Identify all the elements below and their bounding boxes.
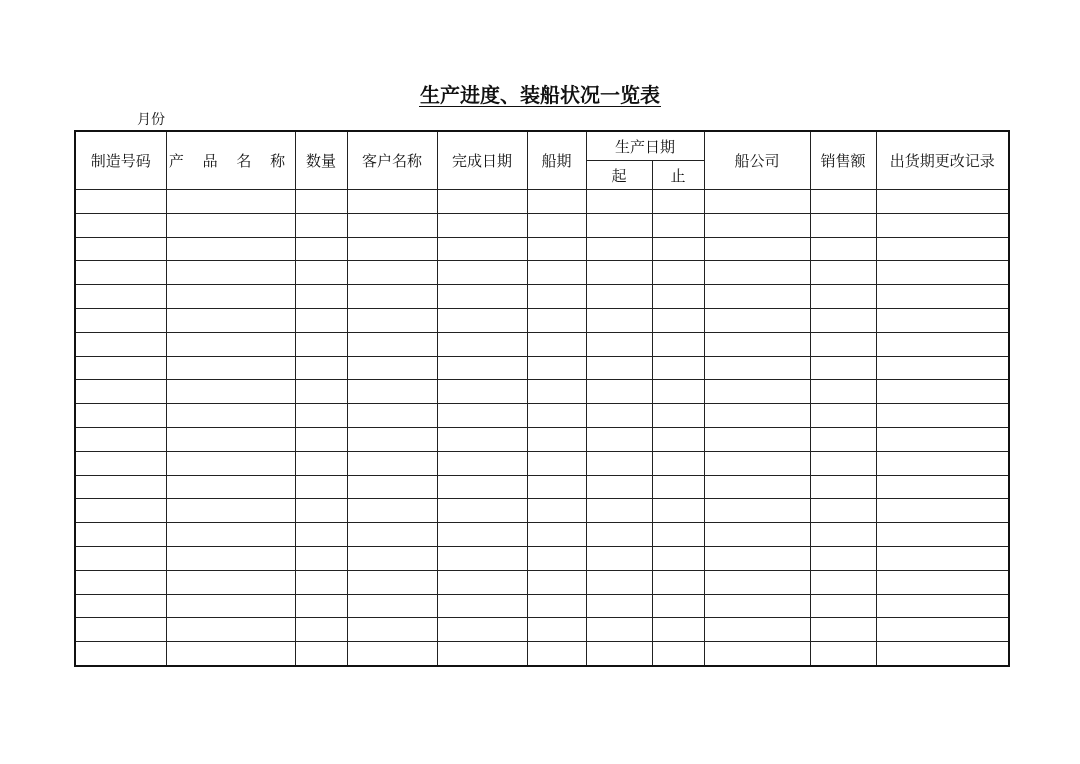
header-ship-date: 船期 — [527, 131, 586, 190]
table-cell[interactable] — [876, 594, 1009, 618]
table-cell[interactable] — [75, 546, 166, 570]
table-cell[interactable] — [810, 332, 876, 356]
table-cell[interactable] — [810, 451, 876, 475]
table-cell[interactable] — [810, 427, 876, 451]
table-cell[interactable] — [876, 237, 1009, 261]
table-cell[interactable] — [295, 404, 347, 428]
table-cell[interactable] — [295, 546, 347, 570]
table-cell[interactable] — [810, 356, 876, 380]
table-cell[interactable] — [347, 523, 437, 547]
table-cell[interactable] — [295, 308, 347, 332]
table-row — [75, 285, 1009, 309]
table-cell[interactable] — [295, 427, 347, 451]
table-cell[interactable] — [704, 523, 810, 547]
table-cell[interactable] — [347, 213, 437, 237]
table-cell[interactable] — [295, 499, 347, 523]
table-cell[interactable] — [810, 570, 876, 594]
table-row — [75, 404, 1009, 428]
table-cell[interactable] — [295, 190, 347, 214]
table-cell[interactable] — [527, 451, 586, 475]
table-cell[interactable] — [437, 356, 527, 380]
table-cell[interactable] — [166, 618, 295, 642]
table-cell[interactable] — [347, 499, 437, 523]
table-cell[interactable] — [347, 427, 437, 451]
table-cell[interactable] — [704, 380, 810, 404]
table-cell[interactable] — [347, 451, 437, 475]
table-cell[interactable] — [704, 475, 810, 499]
table-cell[interactable] — [876, 618, 1009, 642]
header-completion-date: 完成日期 — [437, 131, 527, 190]
table-row — [75, 642, 1009, 666]
table-cell[interactable] — [347, 237, 437, 261]
table-row — [75, 332, 1009, 356]
table-cell[interactable] — [876, 404, 1009, 428]
table-cell[interactable] — [437, 332, 527, 356]
table-cell[interactable] — [652, 618, 704, 642]
table-row — [75, 213, 1009, 237]
table-cell[interactable] — [347, 261, 437, 285]
table-cell[interactable] — [295, 213, 347, 237]
table-cell[interactable] — [652, 213, 704, 237]
table-cell[interactable] — [652, 546, 704, 570]
table-cell[interactable] — [810, 285, 876, 309]
table-cell[interactable] — [166, 237, 295, 261]
table-cell[interactable] — [295, 570, 347, 594]
table-cell[interactable] — [810, 642, 876, 666]
table-cell[interactable] — [166, 356, 295, 380]
table-cell[interactable] — [527, 380, 586, 404]
header-production-end: 止 — [652, 161, 704, 190]
table-cell[interactable] — [704, 642, 810, 666]
table-cell[interactable] — [437, 523, 527, 547]
table-cell[interactable] — [347, 308, 437, 332]
table-cell[interactable] — [586, 546, 652, 570]
table-cell[interactable] — [437, 499, 527, 523]
table-cell[interactable] — [75, 618, 166, 642]
table-row — [75, 499, 1009, 523]
table-cell[interactable] — [166, 332, 295, 356]
table-cell[interactable] — [166, 261, 295, 285]
table-cell[interactable] — [652, 475, 704, 499]
table-cell[interactable] — [75, 237, 166, 261]
table-cell[interactable] — [347, 332, 437, 356]
table-cell[interactable] — [652, 261, 704, 285]
table-cell[interactable] — [704, 618, 810, 642]
table-cell[interactable] — [527, 475, 586, 499]
table-cell[interactable] — [437, 451, 527, 475]
table-row — [75, 570, 1009, 594]
table-cell[interactable] — [75, 642, 166, 666]
table-cell[interactable] — [876, 308, 1009, 332]
production-shipping-table — [74, 130, 1010, 667]
table-cell[interactable] — [166, 594, 295, 618]
month-label: 月份 — [137, 112, 165, 128]
table-cell[interactable] — [437, 190, 527, 214]
table-cell[interactable] — [295, 332, 347, 356]
table-cell[interactable] — [586, 213, 652, 237]
table-row — [75, 546, 1009, 570]
table-cell[interactable] — [652, 499, 704, 523]
table-cell[interactable] — [586, 427, 652, 451]
table-cell[interactable] — [437, 237, 527, 261]
table-cell[interactable] — [586, 594, 652, 618]
table-cell[interactable] — [586, 475, 652, 499]
table-cell[interactable] — [652, 427, 704, 451]
table-cell[interactable] — [295, 594, 347, 618]
table-cell[interactable] — [652, 332, 704, 356]
table-cell[interactable] — [295, 285, 347, 309]
table-cell[interactable] — [704, 499, 810, 523]
table-cell[interactable] — [652, 523, 704, 547]
header-manufacture-no: 制造号码 — [75, 131, 166, 190]
table-cell[interactable] — [166, 308, 295, 332]
table-cell[interactable] — [704, 451, 810, 475]
table-cell[interactable] — [437, 404, 527, 428]
table-cell[interactable] — [166, 546, 295, 570]
table-cell[interactable] — [876, 213, 1009, 237]
table-cell[interactable] — [810, 499, 876, 523]
table-cell[interactable] — [652, 237, 704, 261]
table-cell[interactable] — [166, 451, 295, 475]
table-cell[interactable] — [527, 594, 586, 618]
table-body — [75, 190, 1009, 666]
table-cell[interactable] — [347, 594, 437, 618]
table-cell[interactable] — [295, 451, 347, 475]
table-cell[interactable] — [652, 570, 704, 594]
table-cell[interactable] — [527, 213, 586, 237]
table-cell[interactable] — [527, 308, 586, 332]
table-cell[interactable] — [75, 332, 166, 356]
table-cell[interactable] — [527, 618, 586, 642]
table-row — [75, 380, 1009, 404]
table-cell[interactable] — [586, 642, 652, 666]
table-cell[interactable] — [166, 427, 295, 451]
table-cell[interactable] — [437, 475, 527, 499]
table-cell[interactable] — [876, 190, 1009, 214]
table-cell[interactable] — [652, 642, 704, 666]
form-title-text: 生产进度、装船状况一览表 — [420, 83, 660, 107]
table-cell[interactable] — [166, 475, 295, 499]
table-cell[interactable] — [704, 404, 810, 428]
table-cell[interactable] — [347, 190, 437, 214]
table-cell[interactable] — [810, 261, 876, 285]
table-cell[interactable] — [347, 285, 437, 309]
table-cell[interactable] — [75, 451, 166, 475]
table-cell[interactable] — [586, 308, 652, 332]
table-cell[interactable] — [704, 546, 810, 570]
table-cell[interactable] — [876, 570, 1009, 594]
table-cell[interactable] — [652, 356, 704, 380]
table-cell[interactable] — [295, 380, 347, 404]
table-cell[interactable] — [347, 642, 437, 666]
table-cell[interactable] — [704, 427, 810, 451]
table-cell[interactable] — [527, 499, 586, 523]
table-row — [75, 451, 1009, 475]
table-cell[interactable] — [586, 356, 652, 380]
table-cell[interactable] — [527, 356, 586, 380]
table-cell[interactable] — [166, 499, 295, 523]
table-row — [75, 594, 1009, 618]
table-cell[interactable] — [652, 380, 704, 404]
header-shipment-change-log: 出货期更改记录 — [876, 131, 1009, 190]
table-cell[interactable] — [75, 356, 166, 380]
table-cell[interactable] — [810, 594, 876, 618]
table-cell[interactable] — [527, 642, 586, 666]
table-cell[interactable] — [876, 475, 1009, 499]
header-product-name: 产 品 名 称 — [166, 131, 295, 190]
table-cell[interactable] — [876, 642, 1009, 666]
table-cell[interactable] — [295, 356, 347, 380]
table-cell[interactable] — [586, 237, 652, 261]
table-cell[interactable] — [166, 380, 295, 404]
table-cell[interactable] — [586, 285, 652, 309]
table-cell[interactable] — [704, 190, 810, 214]
table-row — [75, 190, 1009, 214]
table-cell[interactable] — [527, 427, 586, 451]
table-cell[interactable] — [347, 356, 437, 380]
table-cell[interactable] — [527, 285, 586, 309]
table-cell[interactable] — [437, 380, 527, 404]
table-row — [75, 356, 1009, 380]
table-cell[interactable] — [876, 356, 1009, 380]
table-cell[interactable] — [437, 642, 527, 666]
table-cell[interactable] — [347, 380, 437, 404]
table-cell[interactable] — [876, 427, 1009, 451]
table-cell[interactable] — [586, 190, 652, 214]
table-cell[interactable] — [527, 261, 586, 285]
table-cell[interactable] — [876, 499, 1009, 523]
table-cell[interactable] — [527, 332, 586, 356]
table-cell[interactable] — [527, 190, 586, 214]
table-row — [75, 261, 1009, 285]
table-cell[interactable] — [166, 523, 295, 547]
table-cell[interactable] — [437, 261, 527, 285]
table-cell[interactable] — [75, 427, 166, 451]
table-cell[interactable] — [810, 475, 876, 499]
table-row — [75, 618, 1009, 642]
table-cell[interactable] — [166, 213, 295, 237]
table-cell[interactable] — [527, 404, 586, 428]
table-cell[interactable] — [876, 451, 1009, 475]
header-quantity: 数量 — [295, 131, 347, 190]
table-cell[interactable] — [166, 190, 295, 214]
table-cell[interactable] — [166, 285, 295, 309]
table-cell[interactable] — [347, 475, 437, 499]
table-cell[interactable] — [75, 190, 166, 214]
header-production-date: 生产日期 — [586, 131, 704, 161]
table-cell[interactable] — [652, 404, 704, 428]
table-cell[interactable] — [704, 285, 810, 309]
table-cell[interactable] — [876, 332, 1009, 356]
table-cell[interactable] — [652, 190, 704, 214]
table-cell[interactable] — [347, 404, 437, 428]
table-cell[interactable] — [437, 618, 527, 642]
table-cell[interactable] — [347, 570, 437, 594]
table-cell[interactable] — [586, 332, 652, 356]
table-cell[interactable] — [295, 618, 347, 642]
table-row — [75, 427, 1009, 451]
table-cell[interactable] — [75, 499, 166, 523]
table-cell[interactable] — [586, 618, 652, 642]
table-row — [75, 523, 1009, 547]
table-cell[interactable] — [437, 594, 527, 618]
table-cell[interactable] — [876, 523, 1009, 547]
header-shipping-company: 船公司 — [704, 131, 810, 190]
table-row — [75, 237, 1009, 261]
table-cell[interactable] — [527, 523, 586, 547]
table-cell[interactable] — [586, 380, 652, 404]
table-cell[interactable] — [704, 356, 810, 380]
table-cell[interactable] — [810, 523, 876, 547]
table-cell[interactable] — [704, 261, 810, 285]
table-cell[interactable] — [75, 570, 166, 594]
header-production-start: 起 — [586, 161, 652, 190]
table-cell[interactable] — [295, 237, 347, 261]
table-cell[interactable] — [166, 642, 295, 666]
table-cell[interactable] — [347, 546, 437, 570]
table-cell[interactable] — [75, 594, 166, 618]
table-row — [75, 308, 1009, 332]
table-cell[interactable] — [75, 261, 166, 285]
table-cell[interactable] — [704, 237, 810, 261]
table-cell[interactable] — [652, 594, 704, 618]
table-cell[interactable] — [527, 570, 586, 594]
table-cell[interactable] — [652, 285, 704, 309]
table-cell[interactable] — [586, 451, 652, 475]
table-cell[interactable] — [704, 332, 810, 356]
table-cell[interactable] — [586, 261, 652, 285]
table-cell[interactable] — [704, 308, 810, 332]
table-cell[interactable] — [586, 404, 652, 428]
table-cell[interactable] — [295, 642, 347, 666]
table-cell[interactable] — [704, 594, 810, 618]
table-cell[interactable] — [586, 570, 652, 594]
table-cell[interactable] — [810, 213, 876, 237]
table-cell[interactable] — [75, 308, 166, 332]
table-cell[interactable] — [166, 570, 295, 594]
form-title — [0, 81, 1080, 109]
table-cell[interactable] — [295, 523, 347, 547]
table-cell[interactable] — [810, 546, 876, 570]
table-cell[interactable] — [527, 546, 586, 570]
table-cell[interactable] — [810, 404, 876, 428]
table-cell[interactable] — [295, 475, 347, 499]
table-cell[interactable] — [527, 237, 586, 261]
table-cell[interactable] — [586, 499, 652, 523]
table-cell[interactable] — [166, 404, 295, 428]
table-cell[interactable] — [437, 546, 527, 570]
table-cell[interactable] — [704, 213, 810, 237]
table-cell[interactable] — [75, 380, 166, 404]
table-cell[interactable] — [295, 261, 347, 285]
table-cell[interactable] — [876, 546, 1009, 570]
table-cell[interactable] — [437, 285, 527, 309]
table-cell[interactable] — [75, 213, 166, 237]
table-cell[interactable] — [652, 451, 704, 475]
header-customer-name: 客户名称 — [347, 131, 437, 190]
table-cell[interactable] — [704, 570, 810, 594]
table-cell[interactable] — [347, 618, 437, 642]
table-cell[interactable] — [810, 237, 876, 261]
table-cell[interactable] — [437, 570, 527, 594]
table-cell[interactable] — [876, 261, 1009, 285]
table-cell[interactable] — [810, 308, 876, 332]
table-cell[interactable] — [810, 380, 876, 404]
table-cell[interactable] — [586, 523, 652, 547]
table-cell[interactable] — [437, 427, 527, 451]
header-sales-amount: 销售额 — [810, 131, 876, 190]
table-cell[interactable] — [810, 190, 876, 214]
table-cell[interactable] — [810, 618, 876, 642]
table-cell[interactable] — [876, 285, 1009, 309]
table-row — [75, 475, 1009, 499]
table-cell[interactable] — [876, 380, 1009, 404]
table-cell[interactable] — [75, 404, 166, 428]
table-cell[interactable] — [75, 523, 166, 547]
table-cell[interactable] — [437, 213, 527, 237]
table-cell[interactable] — [75, 475, 166, 499]
table-cell[interactable] — [437, 308, 527, 332]
table-cell[interactable] — [75, 285, 166, 309]
table-cell[interactable] — [652, 308, 704, 332]
